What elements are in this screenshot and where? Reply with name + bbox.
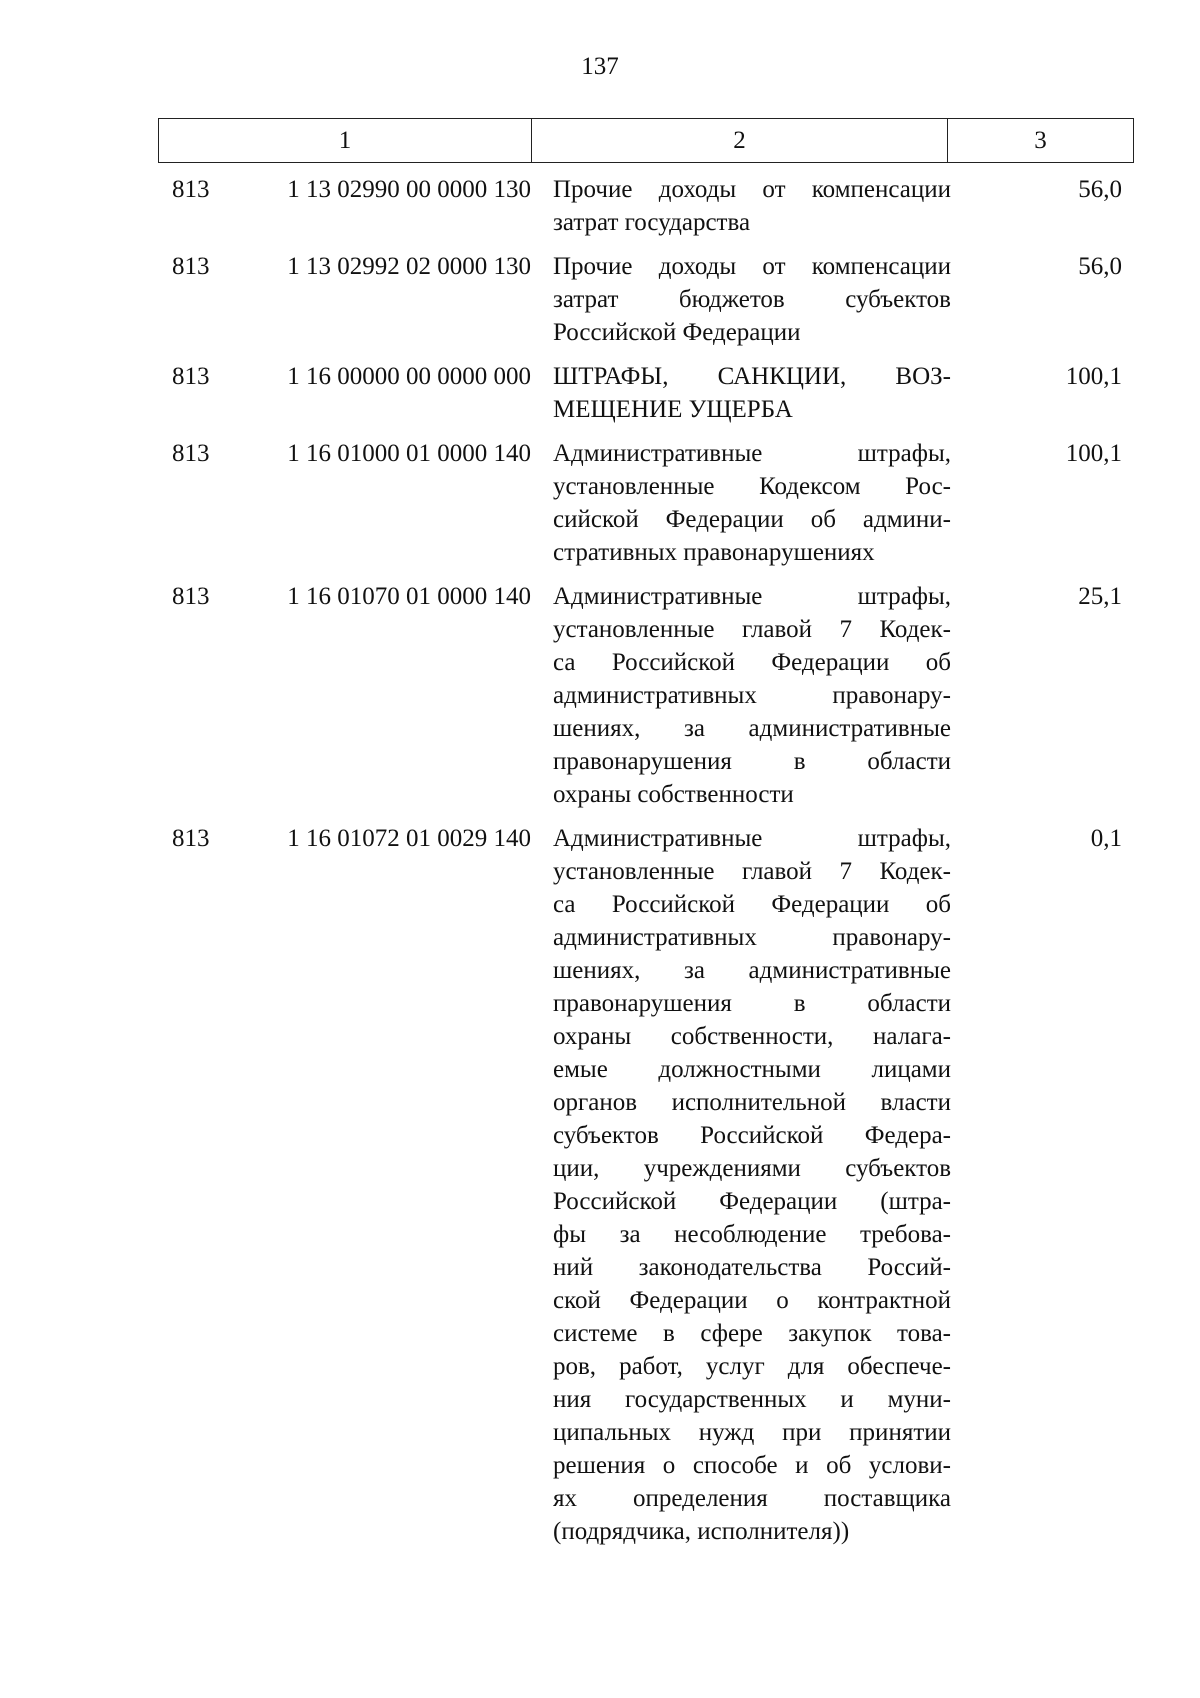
revenue-name-line: ний законодательства Россий- [553,1254,951,1281]
revenue-name-line: шениях, за административные [553,957,951,984]
table-row [158,437,1134,569]
revenue-name-line: административных правонару- [553,682,951,709]
revenue-name-line: затрат бюджетов субъектов [553,286,951,313]
revenue-name-line: административных правонару- [553,924,951,951]
admin-code: 813 [172,583,210,610]
revenue-name [553,360,951,426]
revenue-name-line: Прочие доходы от компенсации [553,253,951,280]
revenue-name-line: охраны собственности [553,781,794,808]
revenue-name-line: сийской Федерации об админи- [553,506,951,533]
budget-classification-code: 1 13 02990 00 0000 130 [287,176,531,203]
revenue-name-line: охраны собственности, налага- [553,1023,951,1050]
revenue-name [553,580,951,811]
revenue-name-line: правонарушения в области [553,748,951,775]
budget-classification-code: 1 16 00000 00 0000 000 [287,363,531,390]
admin-code: 813 [172,253,210,280]
revenue-name-line: емые должностными лицами [553,1056,951,1083]
budget-classification-code: 1 16 01072 01 0029 140 [287,825,531,852]
table-header [158,118,1134,163]
table-row [158,580,1134,811]
revenue-name-line: ципальных нужд при принятии [553,1419,951,1446]
revenue-name-line: са Российской Федерации об [553,649,951,676]
amount: 100,1 [1065,363,1122,390]
admin-code: 813 [172,825,210,852]
amount: 100,1 [1065,440,1122,467]
page-number: 137 [581,53,619,80]
revenue-name-line: ния государственных и муни- [553,1386,951,1413]
revenue-name-line: установленные главой 7 Кодек- [553,858,951,885]
table-header-col-1: 1 [159,119,532,162]
revenue-name [553,250,951,349]
revenue-name-line: фы за несоблюдение требова- [553,1221,951,1248]
revenue-name [553,437,951,569]
revenue-name-line: ции, учреждениями субъектов [553,1155,951,1182]
revenue-name-line: решения о способе и об услови- [553,1452,951,1479]
budget-classification-code: 1 13 02992 02 0000 130 [287,253,531,280]
revenue-name-line: Административные штрафы, [553,583,951,610]
revenue-name-line: (подрядчика, исполнителя)) [553,1518,850,1545]
revenue-name-line: МЕЩЕНИЕ УЩЕРБА [553,396,793,423]
revenue-name-line: органов исполнительной власти [553,1089,951,1116]
admin-code: 813 [172,176,210,203]
table-row [158,173,1134,239]
budget-classification-code: 1 16 01070 01 0000 140 [287,583,531,610]
table-header-col-2: 2 [532,119,948,162]
budget-classification-code: 1 16 01000 01 0000 140 [287,440,531,467]
table-row [158,250,1134,349]
revenue-name [553,822,951,1548]
revenue-name-line: шениях, за административные [553,715,951,742]
admin-code: 813 [172,440,210,467]
revenue-name-line: правонарушения в области [553,990,951,1017]
revenue-name-line: субъектов Российской Федера- [553,1122,951,1149]
revenue-name-line: Административные штрафы, [553,825,951,852]
revenue-name-line: системе в сфере закупок това- [553,1320,951,1347]
revenue-name-line: Прочие доходы от компенсации [553,176,951,203]
table-row [158,360,1134,426]
amount: 0,1 [1090,825,1122,852]
amount: 56,0 [1078,253,1122,280]
table-body [158,173,1134,1559]
revenue-name-line: Российской Федерации (штра- [553,1188,951,1215]
table-header-col-3: 3 [1034,126,1047,154]
admin-code: 813 [172,363,210,390]
revenue-name-line: установленные Кодексом Рос- [553,473,951,500]
revenue-name-line: са Российской Федерации об [553,891,951,918]
table-row [158,822,1134,1548]
revenue-name-line: ров, работ, услуг для обеспече- [553,1353,951,1380]
revenue-name-line: Российской Федерации [553,319,801,346]
revenue-name-line: установленные главой 7 Кодек- [553,616,951,643]
revenue-name-line: ях определения поставщика [553,1485,951,1512]
revenue-name [553,173,951,239]
revenue-name-line: Административные штрафы, [553,440,951,467]
revenue-name-line: ской Федерации о контрактной [553,1287,951,1314]
revenue-name-line: стративных правонарушениях [553,539,875,566]
revenue-name-line: затрат государства [553,209,751,236]
revenue-name-line: ШТРАФЫ, САНКЦИИ, ВОЗ- [553,363,951,390]
amount: 25,1 [1078,583,1122,610]
amount: 56,0 [1078,176,1122,203]
